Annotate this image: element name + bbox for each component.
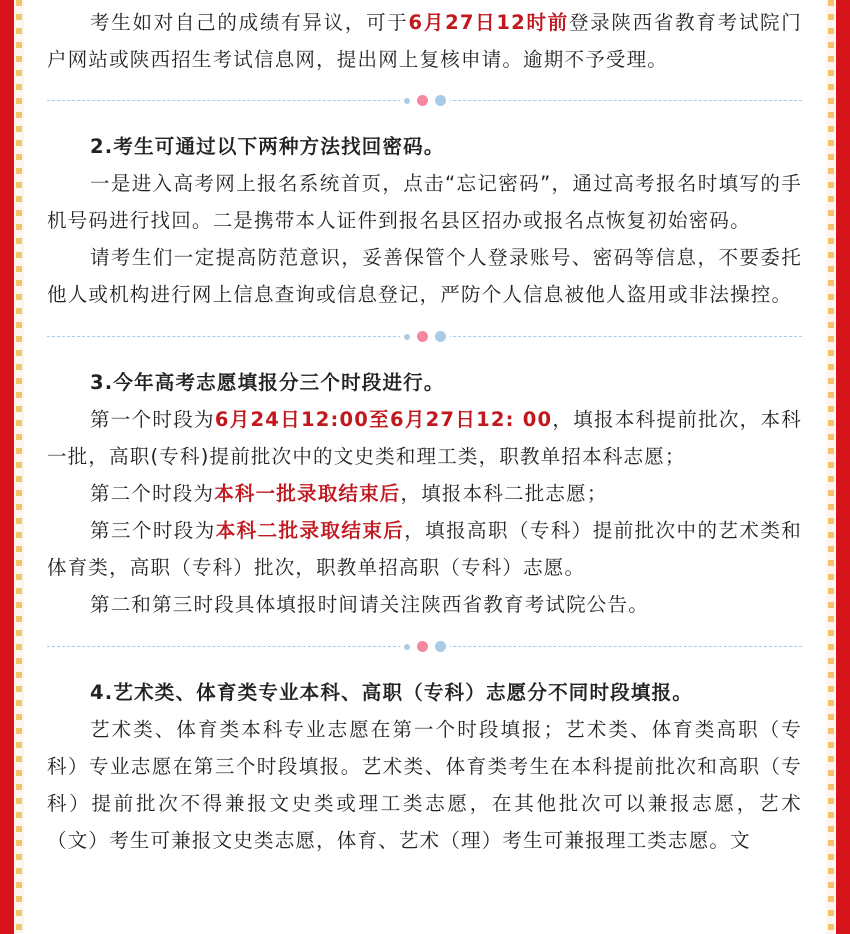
paragraph-period-notice: 第二和第三时段具体填报时间请关注陕西省教育考试院公告。 (90, 593, 649, 616)
paragraph-password-methods: 一是进入高考网上报名系统首页，点击“忘记密码”，通过高考报名时填写的手机号码进行找回。二是携带本人证件到报名县区招办或报名点恢复初始密码。 (47, 172, 802, 232)
left-frame-border (0, 0, 14, 934)
article-body (47, 0, 802, 859)
deadline-highlight: 6月27日12时前 (408, 11, 569, 34)
period-3-highlight: 本科二批录取结束后 (215, 519, 405, 542)
paragraph-score-review: 考生如对自己的成绩有异议，可于6月27日12时前登录陕西省教育考试院门户网站或陕西招生考试信息网，提出网上复核申请。逾期不予受理。 (47, 11, 802, 71)
period-2-highlight: 本科一批录取结束后 (214, 482, 401, 505)
paragraph-period-1: 第一个时段为6月24日12:00至6月27日12: 00，填报本科提前批次，本科一批，高职(专科)提前批次中的文史类和理工类，职教单招本科志愿； (47, 408, 802, 468)
section-heading-2: 2.考生可通过以下两种方法找回密码。 (90, 135, 445, 158)
paragraph-arts-sports: 艺术类、体育类本科专业志愿在第一个时段填报；艺术类、体育类高职（专科）专业志愿在第三个时段填报。艺术类、体育类考生在本科提前批次和高职（专科）提前批次不得兼报文史类或理工类志愿，在其他批次可以兼报志愿，艺术（文）考生可兼报文史类志愿，体育、艺术（理）考生可兼报理工类志愿。文 (47, 718, 802, 852)
paragraph-period-3: 第三个时段为本科二批录取结束后，填报高职（专科）提前批次中的艺术类和体育类，高职（专科）批次，职教单招高职（专科）志愿。 (47, 519, 802, 579)
section-divider (47, 635, 802, 659)
paragraph-security-notice: 请考生们一定提高防范意识，妥善保管个人登录账号、密码等信息，不要委托他人或机构进行网上信息查询或信息登记，严防个人信息被他人盗用或非法操控。 (47, 246, 802, 306)
section-heading-4: 4.艺术类、体育类专业本科、高职（专科）志愿分不同时段填报。 (90, 681, 693, 704)
section-divider (47, 325, 802, 349)
period-1-highlight: 6月24日12:00至6月27日12: 00 (214, 408, 553, 431)
paragraph-period-2: 第二个时段为本科一批录取结束后，填报本科二批志愿； (90, 482, 608, 505)
right-frame-border (836, 0, 850, 934)
section-divider (47, 89, 802, 113)
section-heading-3: 3.今年高考志愿填报分三个时段进行。 (90, 371, 445, 394)
